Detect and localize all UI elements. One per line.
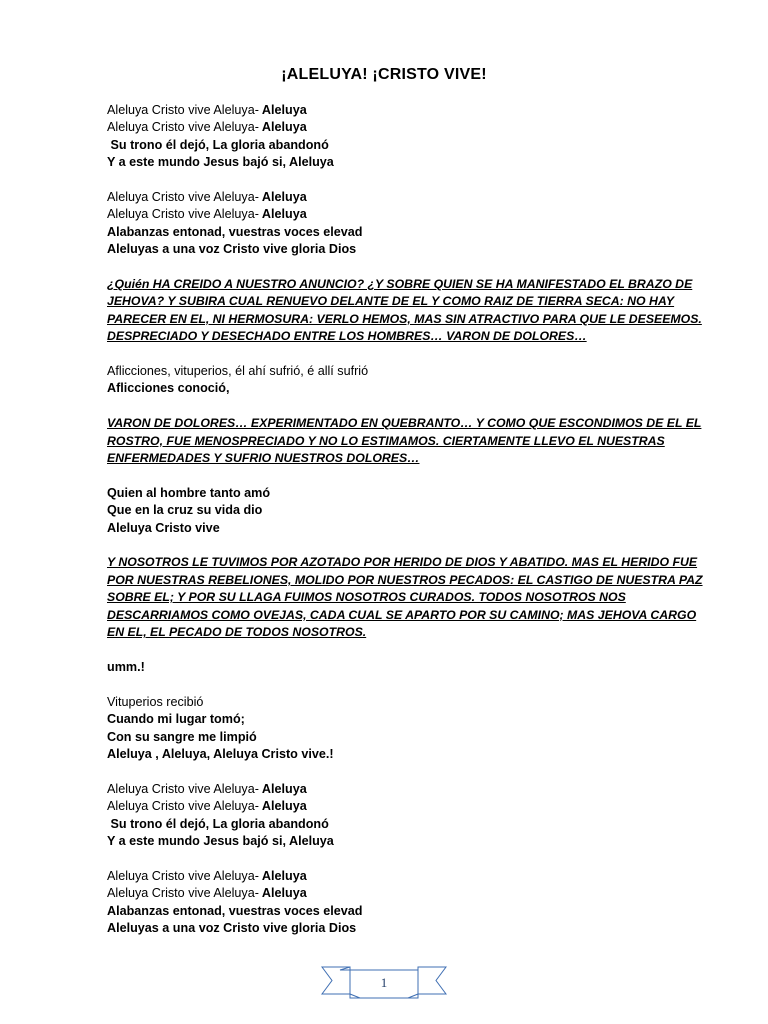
lyrics-body [107, 102, 703, 937]
reading-line: ENFERMEDADES Y SUFRIO NUESTROS DOLORES… [107, 451, 420, 466]
page-title: ¡ALELUYA! ¡CRISTO VIVE! [281, 66, 487, 83]
chorus-line: Y a este mundo Jesus bajó si, Aleluya [107, 155, 334, 170]
chorus-line: Aleluya Cristo vive Aleluya- Aleluya [107, 190, 307, 205]
verse-block-1 [107, 363, 667, 398]
reading-line: ¿Quién HA CREIDO A NUESTRO ANUNCIO? ¿Y SOBRE QUIEN SE HA MANIFESTADO EL BRAZO DE [107, 277, 693, 292]
reading-line: EN EL, EL PECADO DE TODOS NOSOTROS. [107, 625, 367, 640]
reading-line: DESPRECIADO Y DESECHADO ENTRE LOS HOMBRES… VARON DE DOLORES… [107, 329, 587, 344]
interjection-block [107, 659, 667, 676]
page-number: 1 [380, 975, 388, 990]
verse-line: Aflicciones conoció, [107, 381, 230, 396]
chorus-block-3 [107, 781, 667, 851]
chorus-line: Alabanzas entonad, vuestras voces elevad [107, 224, 363, 239]
verse-line: Cuando mi lugar tomó; [107, 712, 245, 727]
reading-line: VARON DE DOLORES… EXPERIMENTADO EN QUEBRANTO… Y COMO QUE ESCONDIMOS DE EL EL [107, 416, 702, 431]
reading-line: SOBRE EL; Y POR SU LLAGA FUIMOS NOSOTROS CURADOS. TODOS NOSOTROS NOS [107, 590, 626, 605]
verse-line: Con su sangre me limpió [107, 729, 257, 744]
scripture-reading-3 [107, 554, 703, 641]
verse-block-2 [107, 485, 667, 537]
reading-line: Y NOSOTROS LE TUVIMOS POR AZOTADO POR HERIDO DE DIOS Y ABATIDO. MAS EL HERIDO FUE [107, 555, 698, 570]
reading-line: JEHOVA? Y SUBIRA CUAL RENUEVO DELANTE DE EL Y COMO RAIZ DE TIERRA SECA: NO HAY [107, 294, 675, 309]
chorus-line: Aleluyas a una voz Cristo vive gloria Dios [107, 920, 357, 935]
reading-line: POR NUESTRAS REBELIONES, MOLIDO POR NUESTROS PECADOS: EL CASTIGO DE NUESTRA PAZ [107, 572, 703, 587]
chorus-line: Aleluya Cristo vive Aleluya- Aleluya [107, 781, 307, 796]
scripture-reading-1 [107, 276, 702, 346]
chorus-block-2 [107, 189, 667, 259]
reading-line: ROSTRO, FUE MENOSPRECIADO Y NO LO ESTIMAMOS. CIERTAMENTE LLEVO EL NUESTRAS [107, 433, 665, 448]
reading-line: DESCARRIAMOS COMO OVEJAS, CADA CUAL SE APARTO POR SU CAMINO; MAS JEHOVA CARGO [107, 607, 697, 622]
chorus-line: Aleluya Cristo vive Aleluya- Aleluya [107, 120, 307, 135]
chorus-line: Su trono él dejó, La gloria abandonó [107, 816, 329, 831]
scripture-reading-2 [107, 415, 702, 467]
verse-block-3 [107, 694, 667, 764]
chorus-block-4 [107, 868, 667, 938]
reading-line: PARECER EN EL, NI HERMOSURA: VERLO HEMOS, MAS SIN ATRACTIVO PARA QUE LE DESEEMOS. [107, 311, 702, 326]
verse-line: Vituperios recibió [107, 694, 204, 709]
chorus-line: Aleluyas a una voz Cristo vive gloria Dios [107, 242, 357, 257]
chorus-line: Y a este mundo Jesus bajó si, Aleluya [107, 833, 334, 848]
chorus-line: Aleluya Cristo vive Aleluya- Aleluya [107, 207, 307, 222]
chorus-line: Aleluya Cristo vive Aleluya- Aleluya [107, 868, 307, 883]
chorus-line: Aleluya Cristo vive Aleluya- Aleluya [107, 886, 307, 901]
verse-line: Aleluya , Aleluya, Aleluya Cristo vive.! [107, 746, 334, 761]
verse-line: Aleluya Cristo vive [107, 520, 220, 535]
page-number-ribbon [320, 964, 448, 1002]
chorus-line: Aleluya Cristo vive Aleluya- Aleluya [107, 799, 307, 814]
verse-line: Quien al hombre tanto amó [107, 485, 271, 500]
verse-line: Aflicciones, vituperios, él ahí sufrió, é allí sufrió [107, 364, 369, 379]
chorus-line: Su trono él dejó, La gloria abandonó [107, 137, 329, 152]
chorus-line: Aleluya Cristo vive Aleluya- Aleluya [107, 103, 307, 117]
verse-line: Que en la cruz su vida dio [107, 503, 263, 518]
chorus-line: Alabanzas entonad, vuestras voces elevad [107, 903, 363, 918]
interjection: umm.! [107, 659, 145, 674]
chorus-block-1 [107, 102, 667, 172]
